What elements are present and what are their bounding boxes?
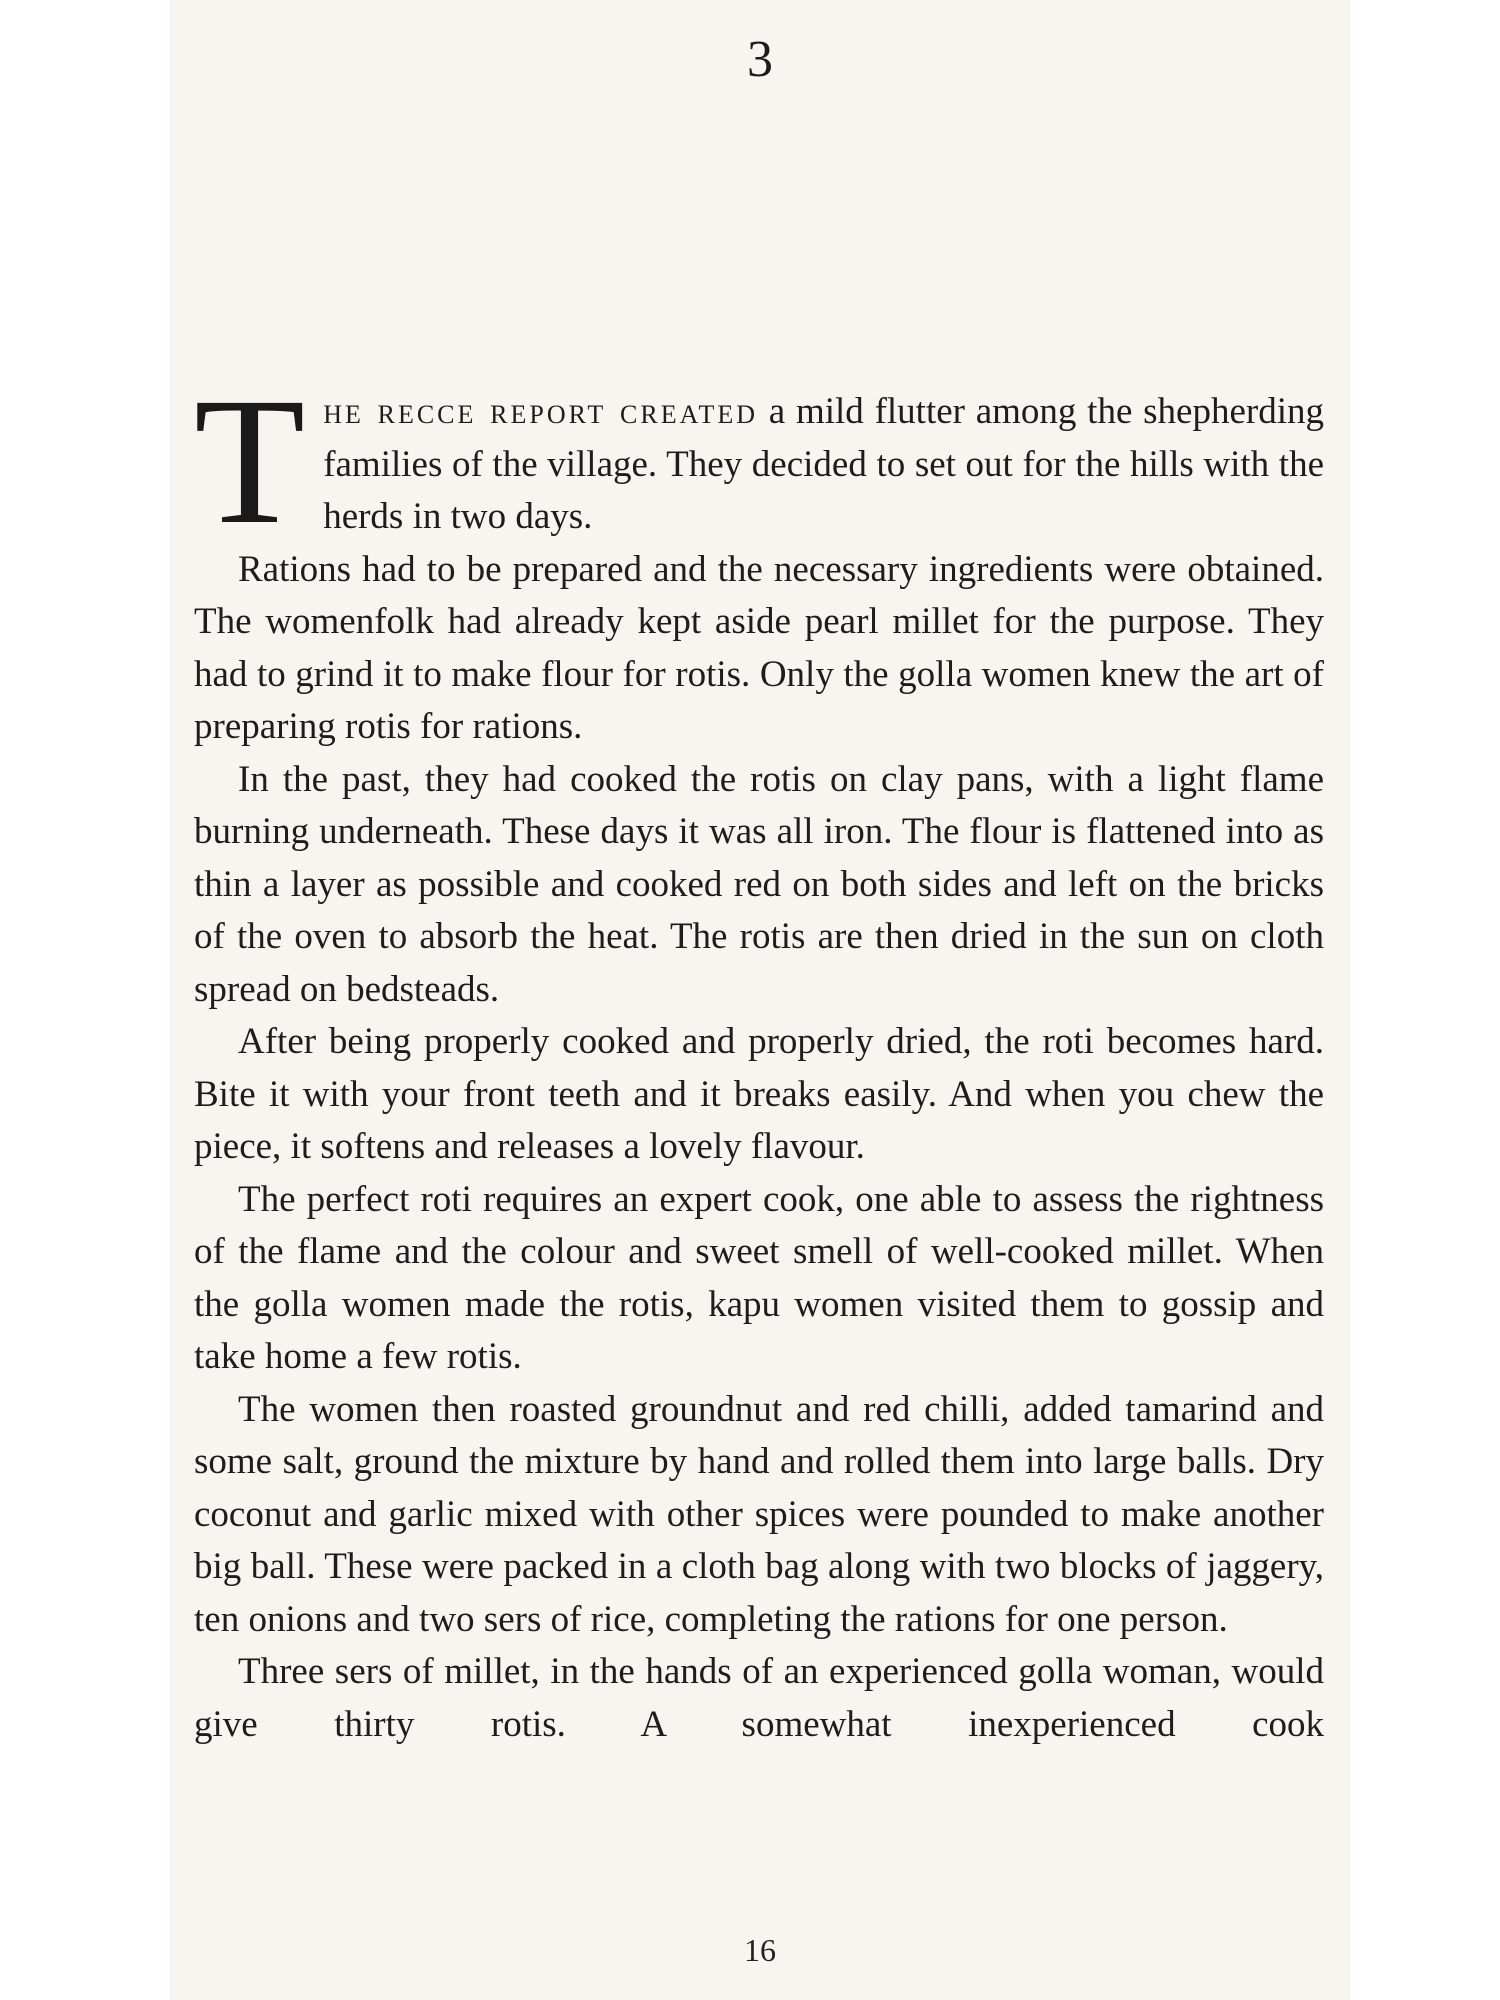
page-number: 16	[744, 1932, 776, 1968]
book-page	[170, 0, 1350, 2000]
paragraph: In the past, they had cooked the rotis on clay pans, with a light flame burning underneath. These days it was all iron. The flour is flattened into as thin a layer as possible and cooked red on both sides and left on the bricks of the oven to absorb the heat. The rotis are then dried in the sun on cloth spread on bedsteads.	[194, 758, 1324, 1010]
paragraph: Three sers of millet, in the hands of an experienced golla woman, would give thirty rotis. A somewhat inexperienced cook	[194, 1651, 1324, 1745]
paragraph: After being properly cooked and properly dried, the roti becomes hard. Bite it with your front teeth and it breaks easily. And when you chew the piece, it softens and releases a lovely flavour.	[194, 1021, 1324, 1167]
drop-cap: T	[194, 361, 306, 562]
opening-rest: a mild flutter among the shepherding families of the village. They decided to set out for the hills with the herds in two days.	[323, 391, 1324, 537]
paragraph: Rations had to be prepared and the necessary ingredients were obtained. The womenfolk had already kept aside pearl millet for the purpose. They had to grind it to make flour for rotis. Only the golla women knew the art of preparing rotis for rations.	[194, 548, 1324, 747]
opening-paragraph	[194, 361, 1324, 562]
chapter-number: 3	[747, 31, 773, 88]
opening-small-caps: he recce report created	[323, 391, 759, 432]
paragraph: The perfect roti requires an expert cook, one able to assess the rightness of the flame and the colour and sweet smell of well-cooked millet. When the golla women made the rotis, kapu women visited them to gossip and take home a few rotis.	[194, 1178, 1324, 1377]
paragraph: The women then roasted groundnut and red chilli, added tamarind and some salt, ground the mixture by hand and rolled them into large balls. Dry coconut and garlic mixed with other spices were pounded to make another big ball. These were packed in a cloth bag along with two blocks of jaggery, ten onions and two sers of rice, completing the rations for one person.	[194, 1388, 1324, 1640]
chapter-body	[194, 361, 1324, 1751]
